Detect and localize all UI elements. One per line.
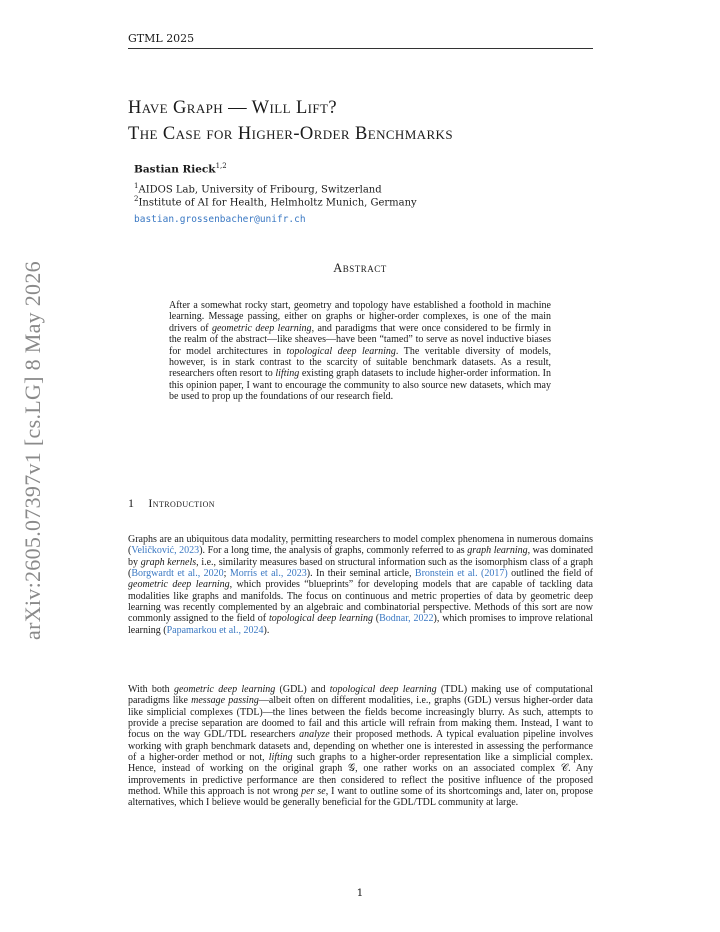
text-run: ). (263, 624, 270, 636)
emphasis: geometric deep learning (128, 579, 230, 591)
citation-link[interactable]: Bodnar, 2022 (379, 613, 434, 625)
emphasis: lifting (268, 752, 293, 764)
paper-title (128, 95, 453, 147)
text-run: ). For a long time, the analysis of graphs, commonly referred to as (199, 545, 468, 557)
text-run: (TDL) making use of computational paradigms like (128, 684, 594, 707)
text-run: ; (223, 568, 230, 580)
arxiv-identifier: arXiv:2605.07397v1 [cs.LG] 8 May 2026 (20, 261, 45, 640)
emphasis: analyze (299, 729, 330, 741)
text-run: . Any improvements in predictive performance are then considered to reflect the positive influence of the proposed method. While this approach is not wrong (128, 763, 593, 798)
text-run: , was dominated by (128, 545, 594, 568)
section-heading (128, 496, 229, 511)
title-line-2: The Case for Higher-Order Benchmarks (128, 124, 453, 144)
abstract-emph: geometric deep learning (211, 322, 312, 334)
text-run: With both (128, 684, 174, 695)
emphasis: graph kernels (140, 556, 197, 568)
abstract-part: existing graph datasets to include higher-order information. In this opinion paper, I want to encourage the community to also source new datasets, which may be used to prop up the foundations of our research field. (169, 368, 552, 403)
text-run: —albeit often on different modalities, i.e., graphs (GDL) versus higher-order data like simplicial complexes (TDL)—the lines between the fields become increasingly blurry. As such, attempts to provide a precise separation are doomed to fail and this article will refrain from making them. Instead, I want to focus on the way GDL/TDL researchers (128, 695, 593, 741)
affiliation-2 (134, 195, 417, 208)
text-run: (GDL) and (275, 684, 330, 695)
math-symbol-complex: 𝒞 (560, 763, 569, 775)
text-run: outlined the field of (507, 568, 593, 580)
affiliation-1-mark: 1 (134, 182, 139, 190)
affiliation-2-mark: 2 (134, 195, 139, 203)
emphasis: geometric deep learning (173, 684, 276, 695)
citation-link[interactable]: Morris et al., 2023 (229, 568, 307, 580)
text-run: Graphs are an ubiquitous data modality, permitting researchers to model complex phenomena in numerous domains ( (128, 534, 593, 557)
citation-link[interactable]: Borgwardt et al., 2020 (131, 568, 224, 580)
abstract-part: , and paradigms that were once considered to be firmly in the realm of the abstract—like sheaves—have been “tamed” to serve as novel inductive biases for model architectures in (169, 322, 552, 357)
author-name (134, 162, 227, 176)
math-symbol-graph: 𝒢 (348, 763, 356, 775)
abstract-emph: lifting (275, 368, 300, 380)
citation-link[interactable]: Papamarkou et al., 2024 (166, 624, 264, 636)
author-name-text: Bastian Rieck (134, 163, 216, 176)
author-affiliation-marks: 1,2 (215, 162, 227, 170)
running-header: GTML 2025 (128, 32, 593, 49)
citation-link[interactable]: Veličković, 2023 (131, 545, 200, 557)
section-title: Introduction (148, 496, 215, 510)
emphasis: topological deep learning (268, 613, 373, 625)
text-run: , i.e., similarity measures based on structural information such as the isomorphism class of a graph ( (128, 556, 594, 580)
title-line-1: Have Graph — Will Lift? (128, 98, 337, 118)
text-run: , which provides “blueprints” for developing models that are capable of tackling data modalities like graphs and manifolds. The focus on continuous and metric properties of data by geometric deep learning was recently complemented by an algebraic and combinatorial perspective. Methods of this sort are now commonly assigned to the field of (128, 579, 593, 625)
text-run: such graphs to a higher-order representation like a simplicial complex. Hence, instead of working on the original graph (128, 752, 593, 775)
text-run: their proposed methods. A typical evaluation pipeline involves working with graph benchmark datasets and, depending on whether one is interested in assessing the performance of a higher-order method or not, (128, 729, 594, 764)
text-run: ). In their seminal article, (306, 568, 415, 580)
abstract-emph: topological deep learning (286, 345, 396, 357)
abstract-text (169, 300, 551, 403)
page-number: 1 (356, 887, 364, 899)
section-number: 1 (128, 496, 135, 510)
emphasis: graph learning (467, 545, 528, 557)
author-email-link[interactable]: bastian.grossenbacher@unifr.ch (134, 214, 306, 225)
text-run: , one rather works on an associated complex (355, 763, 561, 775)
affiliation-1-text: AIDOS Lab, University of Fribourg, Switzerland (138, 184, 382, 196)
affiliation-1 (134, 182, 382, 195)
abstract-part: . The veritable diversity of models, however, is in stark contrast to the scarcity of suitable benchmark datasets. As a result, researchers often resort to (169, 345, 551, 380)
text-run: ), which promises to improve relational learning ( (128, 613, 593, 636)
emphasis: message passing (191, 695, 259, 707)
introduction-paragraph-2 (128, 684, 593, 809)
emphasis: per se (301, 786, 326, 798)
text-run: ( (372, 613, 380, 625)
emphasis: topological deep learning (329, 684, 437, 695)
text-run: , I want to outline some of its shortcomings and, later on, propose alternatives, which I believe would be generally beneficial for the GDL/TDL community at large. (128, 786, 593, 809)
abstract-heading: Abstract (333, 261, 387, 275)
introduction-paragraph-1 (128, 534, 593, 636)
abstract-part: After a somewhat rocky start, geometry and topology have established a foothold in machine learning. Message passing, either on graphs or higher-order complexes, is one of the main drivers of (169, 300, 551, 334)
affiliation-2-text: Institute of AI for Health, Helmholtz Munich, Germany (138, 197, 417, 209)
citation-link[interactable]: Bronstein et al. (2017) (414, 568, 508, 580)
